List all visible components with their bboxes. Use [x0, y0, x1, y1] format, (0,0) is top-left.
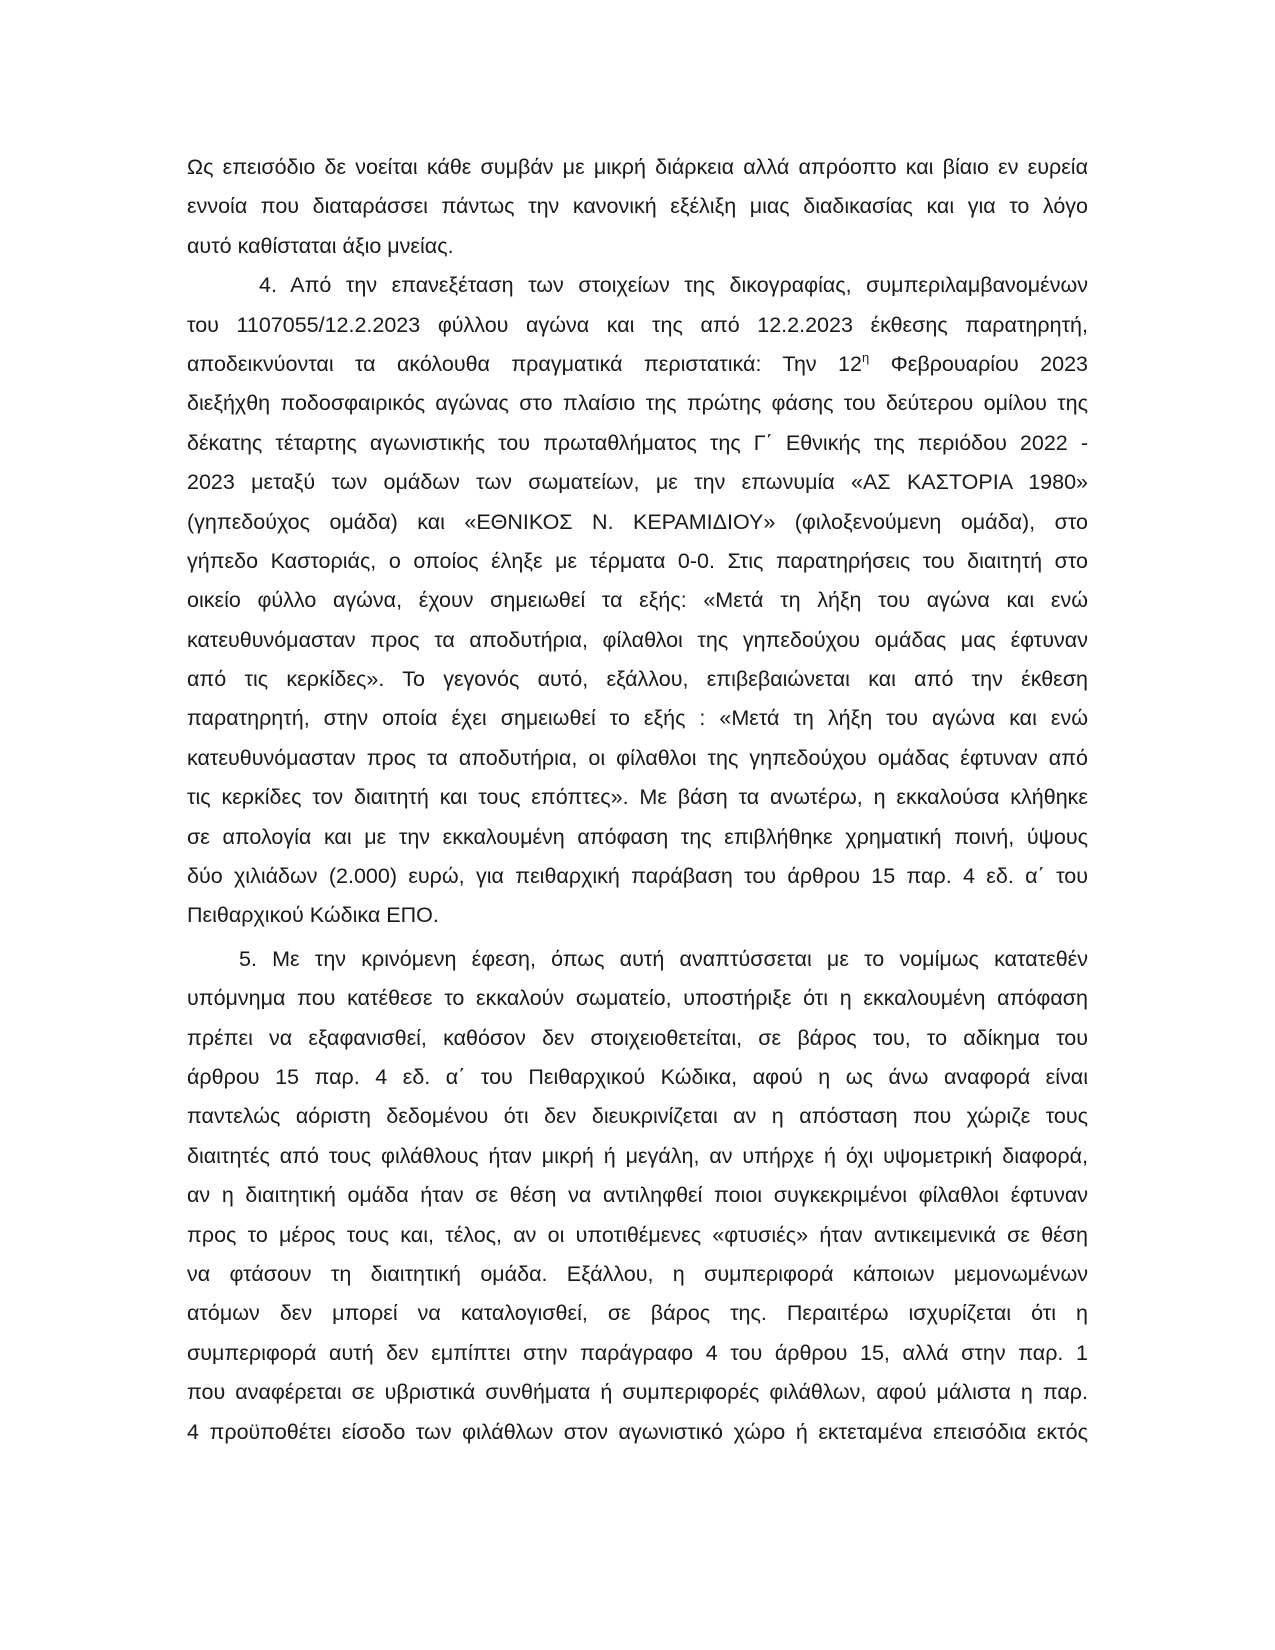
text-line: που αναφέρεται σε υβριστικά συνθήματα ή συμπεριφορές φιλάθλων, αφού μάλιστα η παρ. — [187, 1380, 1088, 1405]
paragraph-5 — [187, 940, 1088, 1452]
text-line: προς το μέρος τους και, τέλος, αν οι υποτιθέμενες «φτυσιές» ήταν αντικειμενικά σε θέση — [187, 1222, 1088, 1247]
text-line-with-superscript — [187, 345, 1088, 384]
text-line: τις κερκίδες τον διαιτητή και τους επόπτες». Με βάση τα ανωτέρω, η εκκαλούσα κλήθηκε — [187, 785, 1088, 810]
text-line: παρατηρητή, στην οποία έχει σημειωθεί το εξής : «Μετά τη λήξη του αγώνα και ενώ — [187, 706, 1088, 731]
text-line: εννοία που διαταράσσει πάντως την κανονική εξέλιξη μιας διαδικασίας και για το λόγο — [187, 194, 1088, 219]
superscript-ordinal: η — [861, 349, 870, 365]
text-line: Πειθαρχικού Κώδικα ΕΠΟ. — [187, 903, 439, 928]
paragraph-4 — [187, 266, 1088, 936]
text-line: συμπεριφορά αυτή δεν εμπίπτει στην παράγραφο 4 του άρθρου 15, αλλά στην παρ. 1 — [187, 1340, 1088, 1365]
text-line: σε απολογία και με την εκκαλουμένη απόφαση της επιβλήθηκε χρηματική ποινή, ύψους — [187, 824, 1088, 849]
text-line: αυτό καθίσταται άξιο μνείας. — [187, 233, 454, 258]
text-line: ατόμων δεν μπορεί να καταλογισθεί, σε βάρος της. Περαιτέρω ισχυρίζεται ότι η — [187, 1301, 1088, 1326]
text-line: 4 προϋποθέτει είσοδο των φιλάθλων στον αγωνιστικό χώρο ή εκτεταμένα επεισόδια εκτός — [187, 1419, 1088, 1444]
text-line: να φτάσουν τη διαιτητική ομάδα. Εξάλλου, η συμπεριφορά κάποιων μεμονωμένων — [187, 1261, 1088, 1286]
text-line: αν η διαιτητική ομάδα ήταν σε θέση να αντιληφθεί ποιοι συγκεκριμένοι φίλαθλοι έφτυναν — [187, 1183, 1088, 1208]
text-line: κατευθυνόμασταν προς τα αποδυτήρια, φίλαθλοι της γηπεδούχου ομάδας μας έφτυναν — [187, 627, 1088, 652]
text-line: διαιτητές από τους φιλάθλους ήταν μικρή ή μεγάλη, αν υπήρχε ή όχι υψομετρική διαφορά, — [187, 1143, 1088, 1168]
text-line: κατευθυνόμασταν προς τα αποδυτήρια, οι φίλαθλοι της γηπεδούχου ομάδας έφτυναν από — [187, 745, 1088, 770]
text-line: γήπεδο Καστοριάς, ο οποίος έληξε με τέρματα 0-0. Στις παρατηρήσεις του διαιτητή στο — [187, 548, 1088, 573]
text-line: (γηπεδούχος ομάδα) και «ΕΘΝΙΚΟΣ Ν. ΚΕΡΑΜΙΔΙΟΥ» (φιλοξενούμενη ομάδα), στο — [187, 509, 1088, 534]
text-line: από τις κερκίδες». Το γεγονός αυτό, εξάλλου, επιβεβαιώνεται και από την έκθεση — [187, 667, 1088, 692]
document-body — [187, 148, 1088, 1452]
text-line: υπόμνημα που κατέθεσε το εκκαλούν σωματείο, υποστήριξε ότι η εκκαλουμένη απόφαση — [187, 986, 1088, 1011]
text-line: του 1107055/12.2.2023 φύλλου αγώνα και της από 12.2.2023 έκθεσης παρατηρητή, — [187, 312, 1088, 337]
text-line: Ως επεισόδιο δε νοείται κάθε συμβάν με μικρή διάρκεια αλλά απρόοπτο και βίαιο εν ευρεία — [187, 155, 1088, 179]
text-line: 2023 μεταξύ των ομάδων των σωματείων, με την επωνυμία «ΑΣ ΚΑΣΤΟΡΙΑ 1980» — [187, 470, 1088, 495]
text-line: διεξήχθη ποδοσφαιρικός αγώνας στο πλαίσιο της πρώτης φάσης του δεύτερου ομίλου της — [187, 391, 1088, 416]
text-line: 4. Από την επανεξέταση των στοιχείων της δικογραφίας, συμπεριλαμβανομένων — [259, 273, 1088, 298]
text-line: 5. Με την κρινόμενη έφεση, όπως αυτή αναπτύσσεται με το νομίμως κατατεθέν — [239, 946, 1088, 971]
text-fragment: Φεβρουαρίου 2023 — [869, 351, 1088, 376]
text-line: άρθρου 15 παρ. 4 εδ. α΄ του Πειθαρχικού Κώδικα, αφού η ως άνω αναφορά είναι — [187, 1064, 1088, 1089]
text-line: δύο χιλιάδων (2.000) ευρώ, για πειθαρχική παράβαση του άρθρου 15 παρ. 4 εδ. α΄ του — [187, 864, 1088, 889]
text-line: πρέπει να εξαφανισθεί, καθόσον δεν στοιχειοθετείται, σε βάρος του, το αδίκημα του — [187, 1025, 1088, 1050]
text-fragment: αποδεικνύονται τα ακόλουθα πραγματικά περιστατικά: Την 12 — [187, 351, 862, 376]
text-line: οικείο φύλλο αγώνα, έχουν σημειωθεί τα εξής: «Μετά τη λήξη του αγώνα και ενώ — [187, 588, 1088, 613]
text-line: παντελώς αόριστη δεδομένου ότι δεν διευκρινίζεται αν η απόσταση που χώριζε τους — [187, 1104, 1088, 1129]
paragraph-3-continuation — [187, 148, 1088, 266]
text-line: δέκατης τέταρτης αγωνιστικής του πρωταθλήματος της Γ΄ Εθνικής της περιόδου 2022 - — [187, 430, 1088, 455]
